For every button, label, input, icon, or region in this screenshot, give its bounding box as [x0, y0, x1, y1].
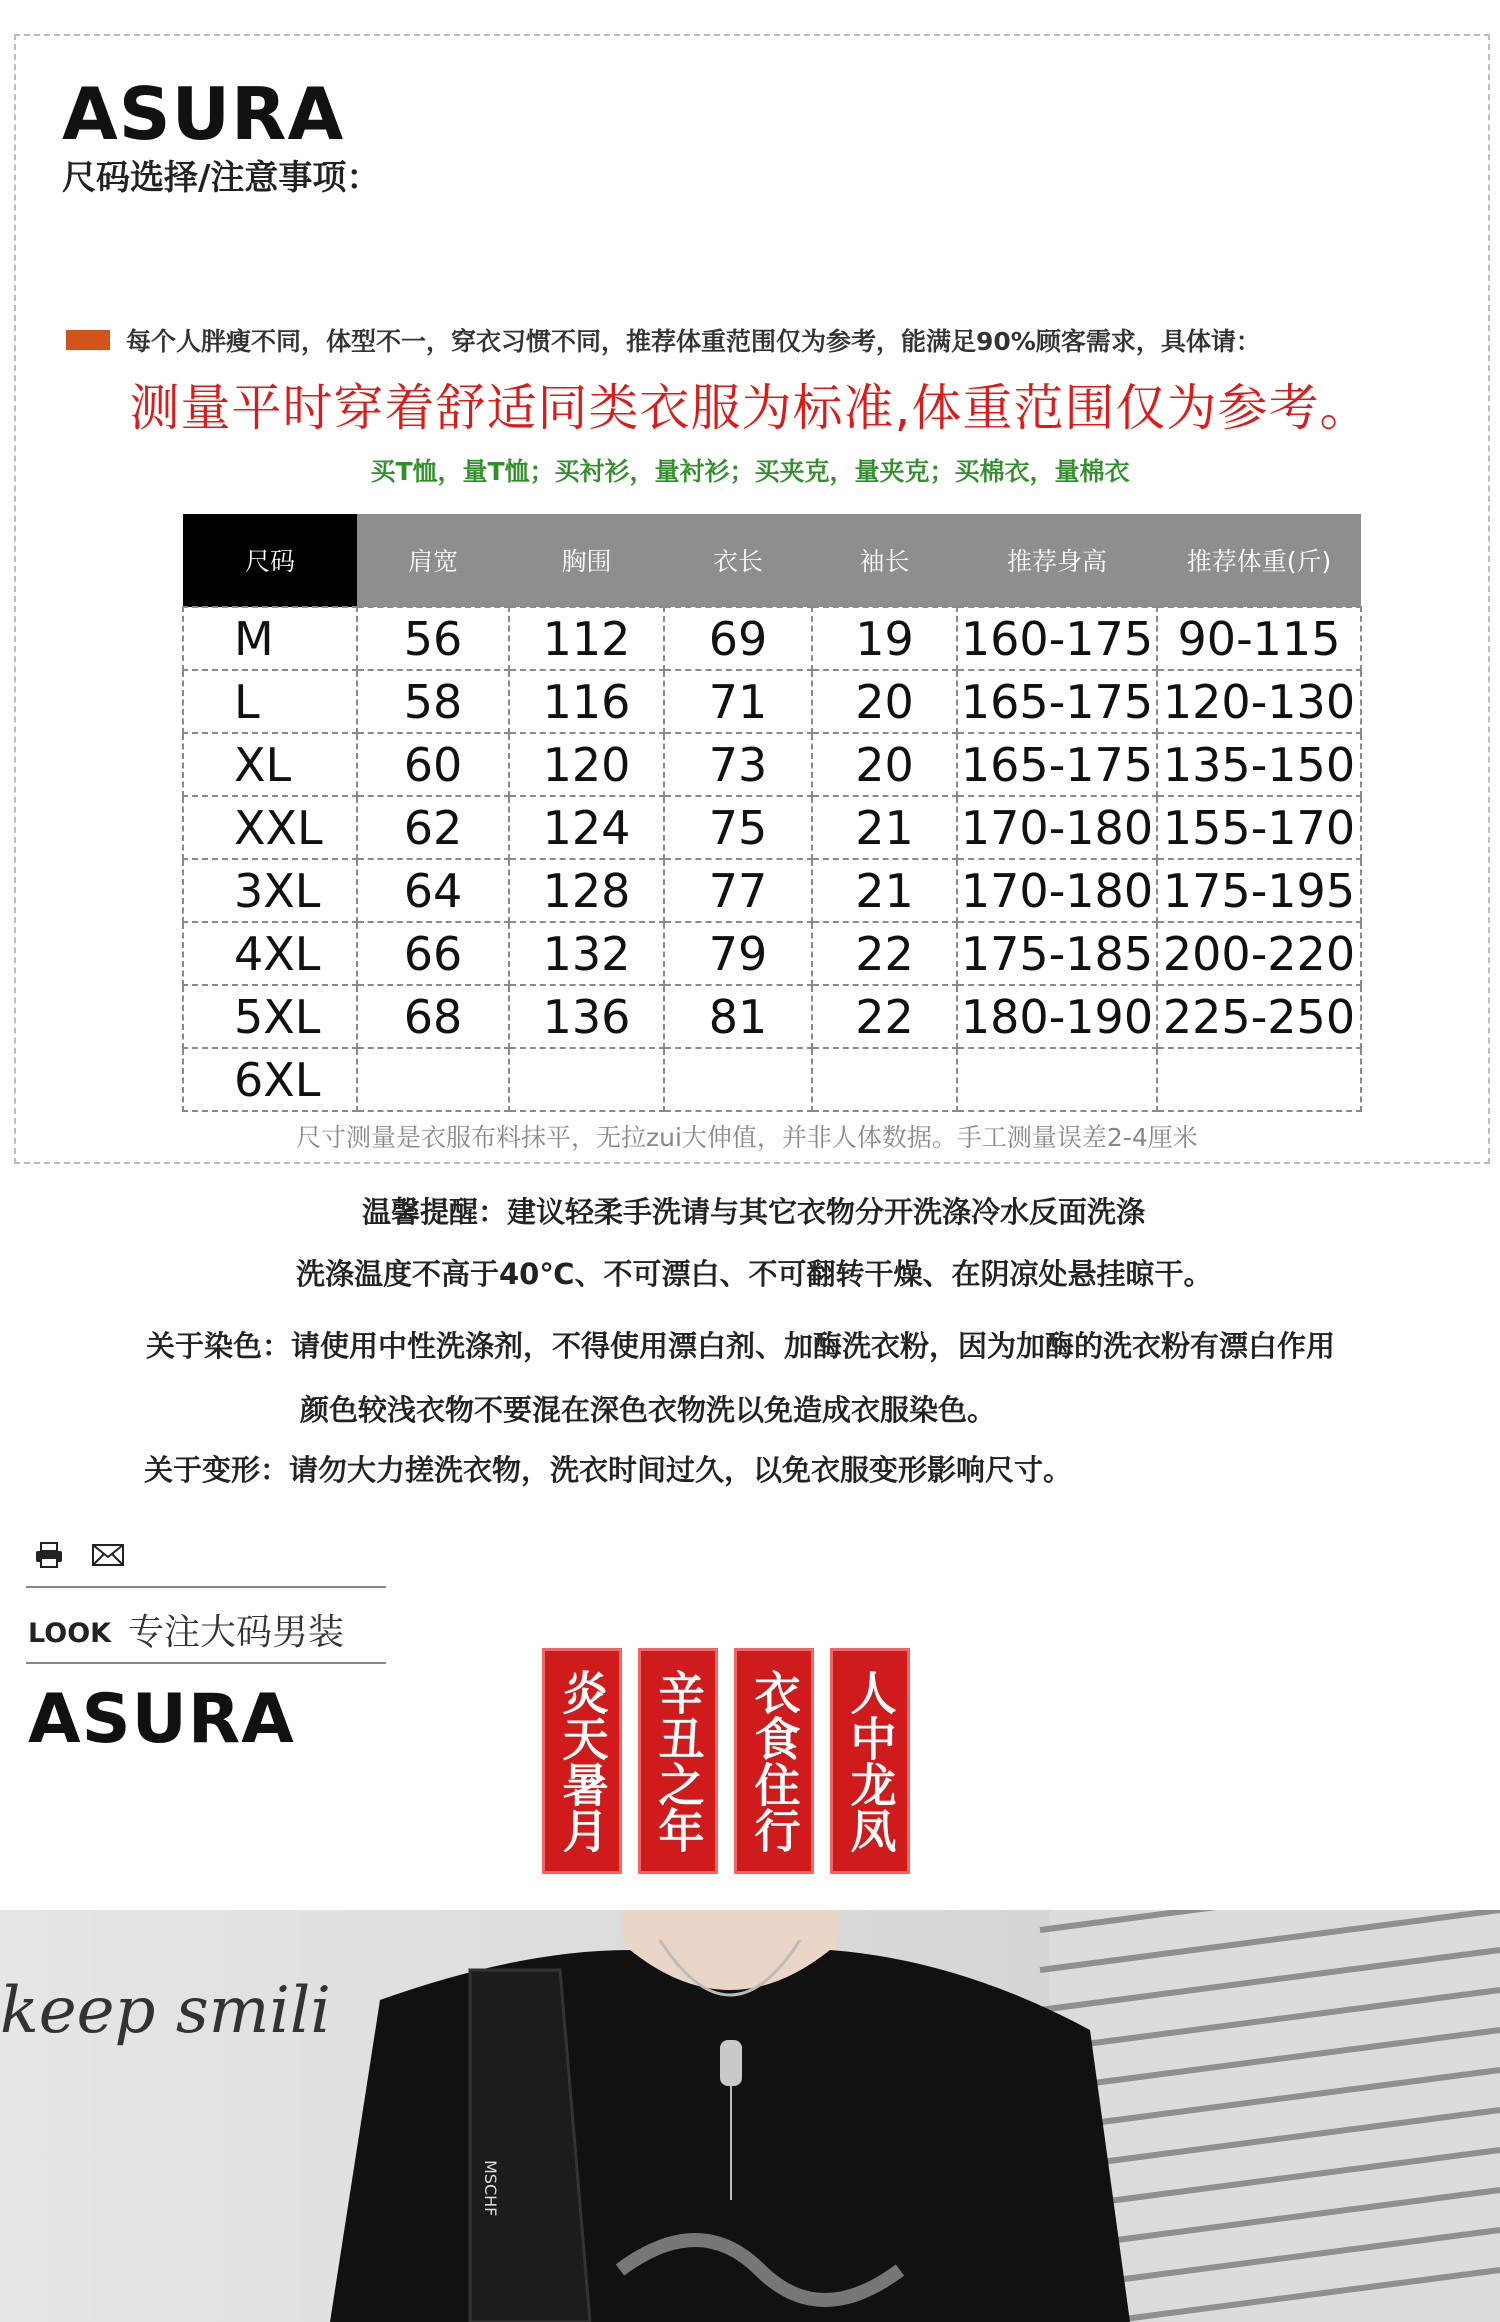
table-cell: 75	[664, 796, 812, 859]
table-cell: 64	[357, 859, 509, 922]
table-cell	[664, 1048, 812, 1111]
table-cell: 20	[812, 670, 957, 733]
table-cell: 73	[664, 733, 812, 796]
table-cell: XXL	[183, 796, 357, 859]
table-cell: 124	[509, 796, 664, 859]
table-cell: 3XL	[183, 859, 357, 922]
header-shoulder: 肩宽	[357, 514, 509, 607]
bag-label: MSCHF	[481, 2160, 500, 2217]
note-line-1: 每个人胖瘦不同，体型不一，穿衣习惯不同，推荐体重范围仅为参考，能满足90%顾客需求，具体请：	[126, 327, 1261, 356]
header-size: 尺码	[183, 514, 357, 607]
table-cell: 155-170	[1157, 796, 1361, 859]
red-box-text: 炎天暑月	[555, 1669, 610, 1853]
table-row	[183, 796, 1361, 859]
table-cell: 116	[509, 670, 664, 733]
red-box-text: 人中龙凤	[843, 1669, 898, 1853]
table-cell: 200-220	[1157, 922, 1361, 985]
model-photo	[0, 1910, 1500, 2322]
table-cell: 136	[509, 985, 664, 1048]
footer-brand-logo: ASURA	[28, 1680, 295, 1759]
table-cell: 79	[664, 922, 812, 985]
table-cell: 56	[357, 607, 509, 670]
table-row	[183, 922, 1361, 985]
red-box-3	[734, 1648, 814, 1874]
table-cell: 21	[812, 796, 957, 859]
note-line-3: 买T恤，量T恤；买衬衫，量衬衫；买夹克，量夹克；买棉衣，量棉衣	[370, 457, 1130, 486]
care-line-5: 关于变形：请勿大力搓洗衣物，洗衣时间过久，以免衣服变形影响尺寸。	[144, 1453, 1073, 1487]
table-cell: 20	[812, 733, 957, 796]
table-cell: 165-175	[957, 733, 1157, 796]
table-cell: 22	[812, 985, 957, 1048]
table-row	[183, 733, 1361, 796]
red-box-2	[638, 1648, 718, 1874]
table-cell: 135-150	[1157, 733, 1361, 796]
table-cell: 6XL	[183, 1048, 357, 1111]
red-box-text: 辛丑之年	[651, 1669, 706, 1853]
table-row	[183, 859, 1361, 922]
care-line-2: 洗涤温度不高于40℃、不可漂白、不可翻转干燥、在阴凉处悬挂晾干。	[296, 1257, 1213, 1291]
care-line-3: 关于染色：请使用中性洗涤剂，不得使用漂白剂、加酶洗衣粉，因为加酶的洗衣粉有漂白作用	[146, 1329, 1336, 1363]
red-box-text: 衣食住行	[747, 1669, 802, 1853]
table-cell: 58	[357, 670, 509, 733]
table-cell: 180-190	[957, 985, 1157, 1048]
table-cell: 160-175	[957, 607, 1157, 670]
table-cell: 175-185	[957, 922, 1157, 985]
table-cell	[957, 1048, 1157, 1111]
table-cell: 21	[812, 859, 957, 922]
look-label: LOOK	[28, 1618, 112, 1649]
table-cell: 132	[509, 922, 664, 985]
header-sleeve: 袖长	[812, 514, 957, 607]
table-row	[183, 670, 1361, 733]
orange-marker	[66, 330, 110, 350]
table-row	[183, 1048, 1361, 1111]
table-cell	[812, 1048, 957, 1111]
table-cell	[1157, 1048, 1361, 1111]
note-headline: 测量平时穿着舒适同类衣服为标准,体重范围仅为参考。	[129, 379, 1371, 437]
table-cell: 22	[812, 922, 957, 985]
wall-script-text: keep smili	[0, 1974, 331, 2048]
table-cell: 4XL	[183, 922, 357, 985]
table-header-row	[183, 514, 1361, 607]
table-cell: 66	[357, 922, 509, 985]
header-weight: 推荐体重(斤)	[1157, 514, 1361, 607]
table-cell: 5XL	[183, 985, 357, 1048]
header-height: 推荐身高	[957, 514, 1157, 607]
table-cell: 120	[509, 733, 664, 796]
table-cell: 71	[664, 670, 812, 733]
printer-icon[interactable]	[34, 1542, 64, 1572]
red-box-1	[542, 1648, 622, 1874]
table-cell: 165-175	[957, 670, 1157, 733]
header-length: 衣长	[664, 514, 812, 607]
red-box-4	[830, 1648, 910, 1874]
table-cell: 69	[664, 607, 812, 670]
table-cell: 170-180	[957, 796, 1157, 859]
brand-logo: ASURA	[62, 72, 345, 156]
table-cell: 225-250	[1157, 985, 1361, 1048]
table-cell: L	[183, 670, 357, 733]
table-cell: 170-180	[957, 859, 1157, 922]
table-cell: 112	[509, 607, 664, 670]
size-table	[182, 514, 1362, 1112]
table-cell: 175-195	[1157, 859, 1361, 922]
page-title: 尺码选择/注意事项：	[62, 158, 381, 198]
table-row	[183, 985, 1361, 1048]
table-cell: 19	[812, 607, 957, 670]
divider	[26, 1586, 386, 1588]
table-cell: 77	[664, 859, 812, 922]
divider	[26, 1662, 386, 1664]
table-cell	[509, 1048, 664, 1111]
care-line-4: 颜色较浅衣物不要混在深色衣物洗以免造成衣服染色。	[300, 1393, 997, 1427]
care-line-1: 温馨提醒：建议轻柔手洗请与其它衣物分开洗涤冷水反面洗涤	[362, 1195, 1146, 1229]
table-cell: 60	[357, 733, 509, 796]
table-cell: 120-130	[1157, 670, 1361, 733]
table-cell: 90-115	[1157, 607, 1361, 670]
mail-icon[interactable]	[92, 1544, 124, 1570]
table-cell: 68	[357, 985, 509, 1048]
slogan: 专注大码男装	[128, 1612, 345, 1653]
table-cell: 62	[357, 796, 509, 859]
table-row	[183, 607, 1361, 670]
header-chest: 胸围	[509, 514, 664, 607]
table-cell: 81	[664, 985, 812, 1048]
table-cell: 128	[509, 859, 664, 922]
table-cell	[357, 1048, 509, 1111]
measurement-footnote: 尺寸测量是衣服布料抹平，无拉zui大伸值，并非人体数据。手工测量误差2-4厘米	[296, 1123, 1198, 1152]
table-cell: M	[183, 607, 357, 670]
table-cell: XL	[183, 733, 357, 796]
